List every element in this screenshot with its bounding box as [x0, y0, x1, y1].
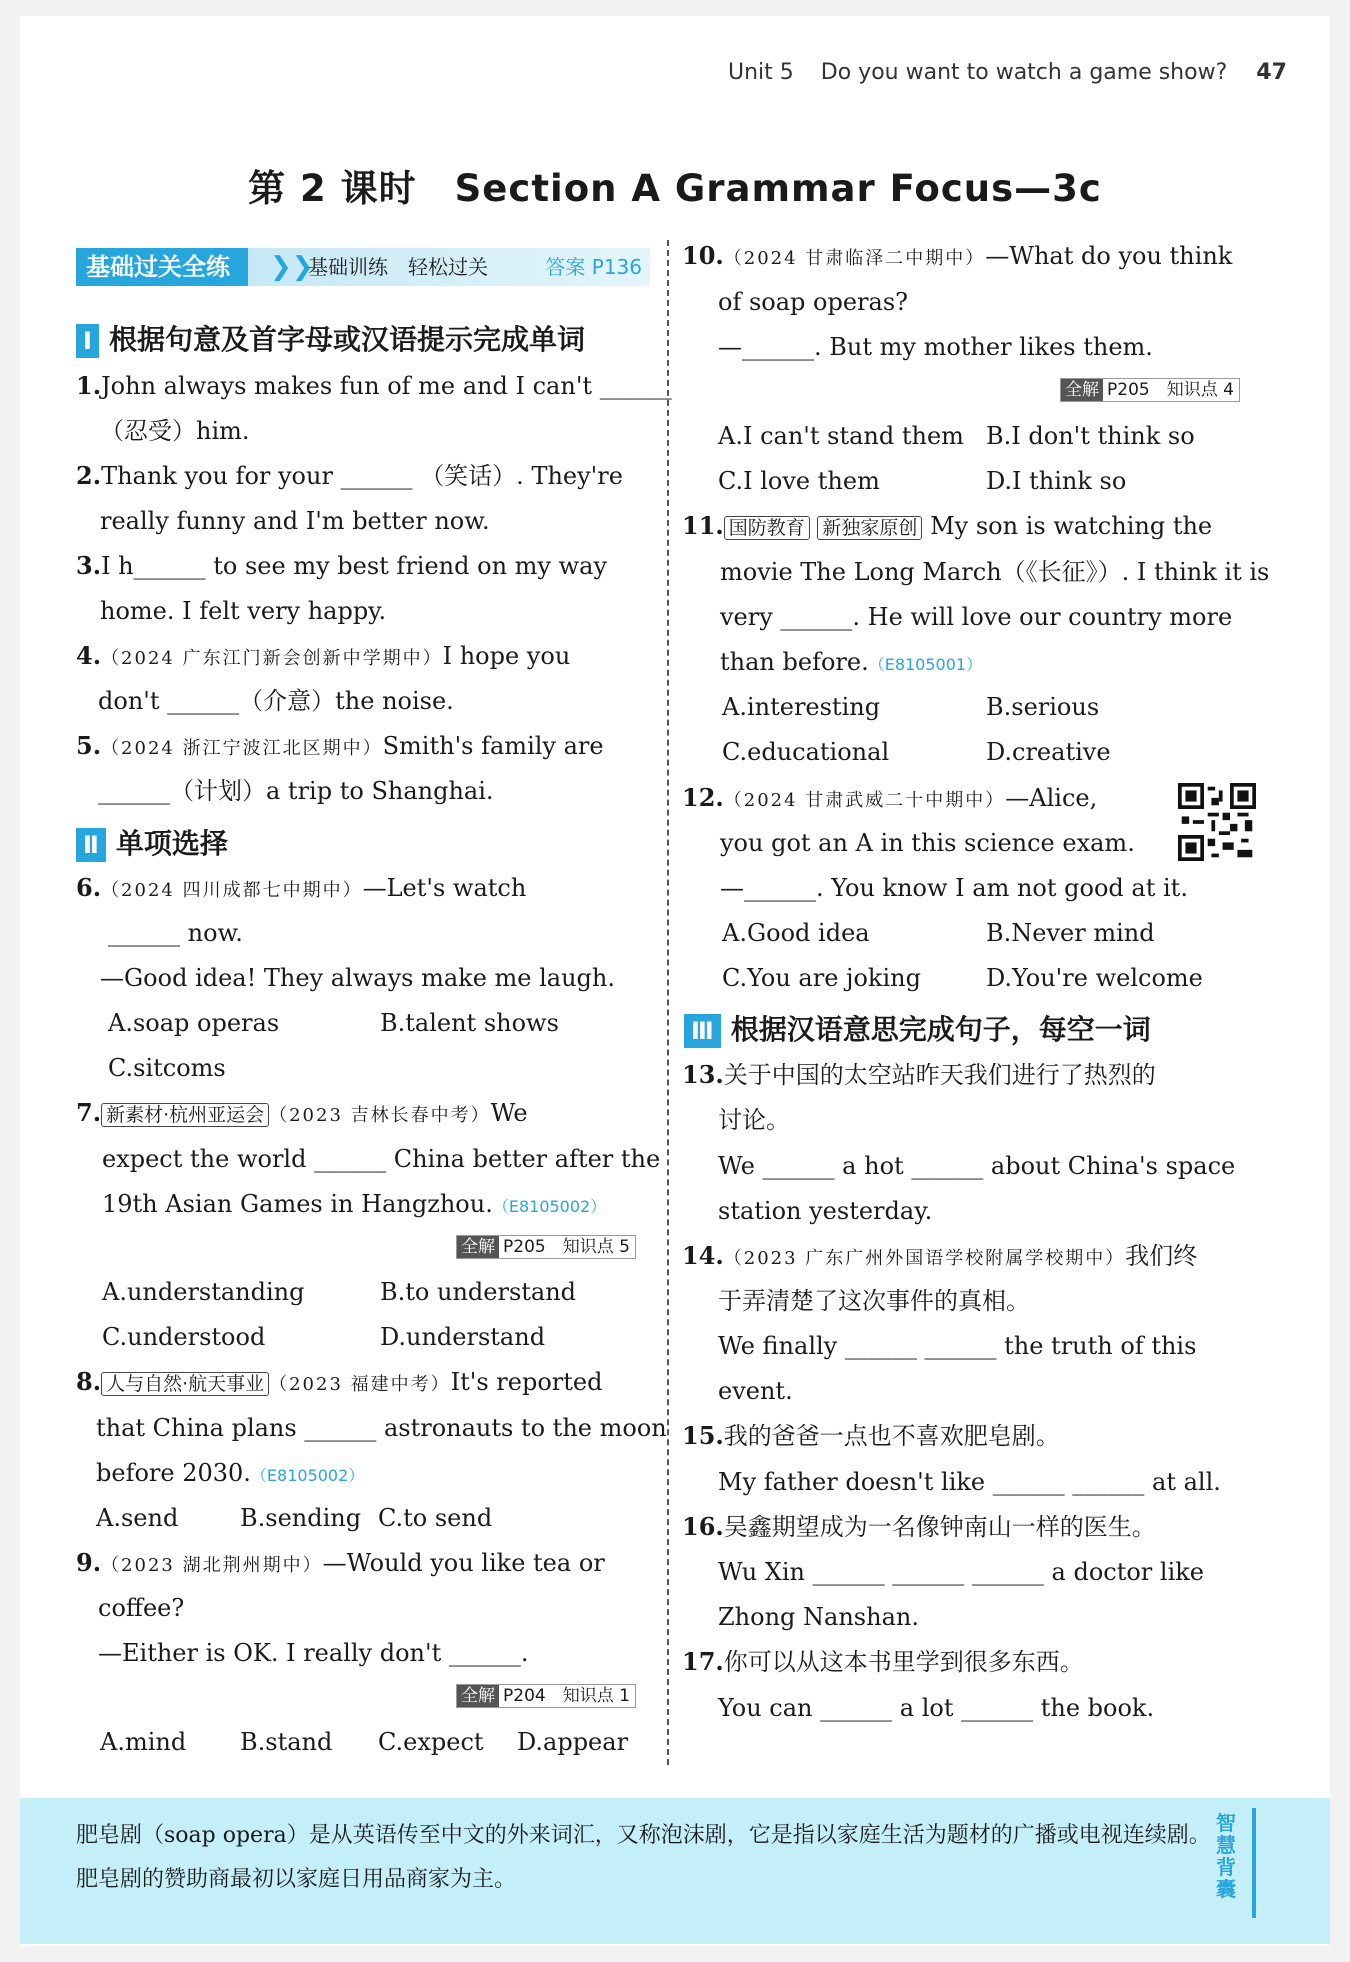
- option[interactable]: C.expect: [378, 1728, 484, 1756]
- question-10-line2: of soap operas?: [718, 288, 909, 316]
- question-10-line3: —______. But my mother likes them.: [718, 333, 1153, 361]
- lesson-title: 第 2 课时 Section A Grammar Focus—3c: [248, 167, 1102, 210]
- question-3-line2: home. I felt very happy.: [100, 597, 387, 625]
- ref-label: 全解: [1061, 379, 1103, 401]
- answer-reference: 答案 P136: [545, 255, 642, 279]
- ref-page: P205 知识点 4: [1107, 380, 1234, 400]
- option[interactable]: A.I can't stand them: [718, 422, 964, 450]
- option[interactable]: A.Good idea: [722, 919, 870, 947]
- section-label: 单项选择: [115, 827, 228, 860]
- question-11-line4: [720, 647, 982, 680]
- question-16-line3: Zhong Nanshan.: [718, 1603, 919, 1631]
- question-number: 11.: [682, 511, 724, 540]
- tips-side-label: 智慧背囊: [1216, 1811, 1236, 1901]
- question-text: 你可以从这本书里学到很多东西。: [723, 1648, 1084, 1676]
- question-text: than before.: [720, 648, 869, 676]
- question-source: （2023 湖北荆州期中）: [101, 1555, 323, 1576]
- question-13: [682, 1060, 1156, 1090]
- column-divider: [667, 240, 669, 1765]
- option[interactable]: A.understanding: [102, 1278, 305, 1306]
- question-11-line3: very ______. He will love our country more: [720, 603, 1233, 631]
- option[interactable]: B.Never mind: [986, 919, 1155, 947]
- qr-code-icon: [1178, 783, 1256, 861]
- question-source: （2023 福建中考）: [269, 1374, 451, 1395]
- question-5: [76, 731, 604, 764]
- question-16: [682, 1512, 1156, 1542]
- double-chevron-icon: ❯❯: [270, 252, 314, 282]
- question-9: [76, 1548, 605, 1581]
- option[interactable]: A.send: [96, 1504, 179, 1532]
- banner-subtitle: 基础训练 轻松过关: [308, 255, 488, 279]
- section-number: Ⅰ: [76, 324, 99, 358]
- question-14: [682, 1241, 1197, 1274]
- question-1-line2: （忍受）him.: [100, 417, 250, 445]
- question-text: 吴鑫期望成为一名像钟南山一样的医生。: [723, 1513, 1156, 1541]
- question-text: It's reported: [450, 1368, 603, 1396]
- question-13-line4: station yesterday.: [718, 1197, 933, 1225]
- question-2-line2: really funny and I'm better now.: [100, 507, 490, 535]
- option[interactable]: B.talent shows: [380, 1009, 559, 1037]
- knowledge-ref[interactable]: [456, 1235, 636, 1259]
- question-16-line2: Wu Xin ______ ______ ______ a doctor like: [718, 1558, 1204, 1586]
- question-7-line2: expect the world ______ China better after the: [102, 1145, 661, 1173]
- unit-subtitle: Do you want to watch a game show?: [820, 60, 1228, 85]
- section-number: Ⅲ: [684, 1014, 721, 1048]
- ref-page: P205 知识点 5: [503, 1237, 630, 1257]
- question-text: —Would you like tea or: [322, 1549, 605, 1577]
- option[interactable]: B.stand: [240, 1728, 333, 1756]
- question-source: （2024 甘肃临泽二中期中）: [723, 248, 986, 269]
- section-3-heading: [684, 1008, 1151, 1048]
- ref-label: 全解: [457, 1685, 499, 1707]
- option[interactable]: C.educational: [722, 738, 890, 766]
- question-source: （2023 广东广州外国语学校附属学校期中）: [723, 1248, 1126, 1269]
- option[interactable]: D.You're welcome: [986, 964, 1203, 992]
- question-14-line4: event.: [718, 1377, 793, 1405]
- section-label: 根据句意及首字母或汉语提示完成单词: [108, 323, 585, 356]
- question-number: 16.: [682, 1512, 724, 1541]
- question-number: 12.: [682, 783, 724, 812]
- resource-code[interactable]: （E8105002）: [492, 1197, 607, 1216]
- question-13-line3: We ______ a hot ______ about China's space: [718, 1152, 1236, 1180]
- option[interactable]: A.interesting: [722, 693, 881, 721]
- question-text: 我们终: [1125, 1242, 1198, 1270]
- question-8-line2: that China plans ______ astronauts to the moon: [96, 1414, 667, 1442]
- section-1-heading: [76, 318, 585, 358]
- question-source: （2024 广东江门新会创新中学期中）: [101, 648, 443, 669]
- question-4-line2: don't ______（介意）the noise.: [98, 687, 454, 715]
- option[interactable]: B.serious: [986, 693, 1100, 721]
- option[interactable]: A.mind: [100, 1728, 187, 1756]
- qr-code-icon[interactable]: [1178, 783, 1256, 861]
- question-6: [76, 873, 526, 906]
- question-10: [682, 241, 1232, 274]
- question-12-line3: —______. You know I am not good at it.: [720, 874, 1188, 902]
- section-number: Ⅱ: [76, 828, 106, 862]
- unit-label: Unit 5: [728, 60, 794, 85]
- tips-footer: [20, 1798, 1330, 1944]
- question-source: （2024 甘肃武威二十中期中）: [723, 790, 1006, 811]
- question-text: I hope you: [442, 642, 571, 670]
- question-11-line2: movie The Long March（《长征》）. I think it is: [720, 558, 1270, 586]
- question-9-line3: —Either is OK. I really don't ______.: [98, 1639, 529, 1667]
- option[interactable]: B.to understand: [380, 1278, 577, 1306]
- option[interactable]: B.sending: [240, 1504, 362, 1532]
- question-number: 2.: [76, 461, 102, 490]
- question-15-line2: My father doesn't like ______ ______ at all.: [718, 1468, 1221, 1496]
- knowledge-ref[interactable]: [1060, 378, 1240, 402]
- question-number: 4.: [76, 641, 102, 670]
- option[interactable]: C.I love them: [718, 467, 880, 495]
- question-7-line3: [102, 1189, 606, 1222]
- resource-code[interactable]: （E8105001）: [868, 655, 983, 674]
- question-number: 9.: [76, 1548, 102, 1577]
- question-14-line3: We finally ______ ______ the truth of this: [718, 1332, 1197, 1360]
- question-number: 3.: [76, 551, 102, 580]
- question-text: before 2030.: [96, 1459, 251, 1487]
- question-number: 17.: [682, 1647, 724, 1676]
- section-label: 根据汉语意思完成句子，每空一词: [730, 1013, 1151, 1046]
- resource-code[interactable]: （E8105002）: [250, 1466, 365, 1485]
- option[interactable]: D.understand: [380, 1323, 546, 1351]
- banner-tag: 基础过关全练: [76, 248, 248, 286]
- question-5-line2: ______（计划）a trip to Shanghai.: [98, 777, 494, 805]
- question-number: 15.: [682, 1421, 724, 1450]
- option[interactable]: C.sitcoms: [108, 1054, 226, 1082]
- question-source: （2023 吉林长春中考）: [269, 1105, 491, 1126]
- question-text: Smith's family are: [382, 732, 604, 760]
- question-3: [76, 551, 607, 581]
- question-14-line2: 于弄清楚了这次事件的真相。: [718, 1287, 1030, 1315]
- question-text: —Let's watch: [362, 874, 527, 902]
- question-number: 13.: [682, 1060, 724, 1089]
- question-1: [76, 371, 672, 401]
- knowledge-ref[interactable]: [456, 1684, 636, 1708]
- question-number: 1.: [76, 371, 102, 400]
- question-number: 10.: [682, 241, 724, 270]
- question-15: [682, 1421, 1060, 1451]
- topic-tag: 国防教育: [724, 516, 810, 540]
- topic-tag: 新素材·杭州亚运会: [101, 1103, 269, 1127]
- question-source: （2024 浙江宁波江北区期中）: [101, 738, 383, 759]
- question-text: John always makes fun of me and I can't ______: [101, 372, 672, 400]
- question-number: 8.: [76, 1367, 102, 1396]
- question-12: [682, 783, 1097, 816]
- option[interactable]: A.soap operas: [108, 1009, 280, 1037]
- option[interactable]: C.to send: [378, 1504, 493, 1532]
- option[interactable]: C.understood: [102, 1323, 266, 1351]
- question-source: （2024 四川成都七中期中）: [101, 880, 363, 901]
- page-number: 47: [1256, 60, 1287, 85]
- ref-label: 全解: [457, 1236, 499, 1258]
- question-text: We: [490, 1099, 528, 1127]
- topic-tag: 人与自然·航天事业: [101, 1372, 269, 1396]
- question-number: 5.: [76, 731, 102, 760]
- question-text: 19th Asian Games in Hangzhou.: [102, 1190, 493, 1218]
- question-8-line3: [96, 1458, 364, 1491]
- section-2-heading: [76, 822, 228, 862]
- question-4: [76, 641, 570, 674]
- question-6-line3: —Good idea! They always make me laugh.: [100, 964, 616, 992]
- question-text: 关于中国的太空站昨天我们进行了热烈的: [723, 1061, 1156, 1089]
- question-text: My son is watching the: [930, 512, 1213, 540]
- question-13-line2: 讨论。: [718, 1106, 790, 1134]
- tips-text: 肥皂剧（soap opera）是从英语传至中文的外来词汇，又称泡沫剧，它是指以家庭生活为题材的广播或电视连续剧。肥皂剧的赞助商最初以家庭日用品商家为主。: [76, 1823, 1211, 1892]
- question-text: 我的爸爸一点也不喜欢肥皂剧。: [723, 1422, 1060, 1450]
- practice-banner: [76, 248, 650, 286]
- option[interactable]: D.I think so: [986, 467, 1127, 495]
- question-6-line2: ______ now.: [108, 919, 243, 947]
- question-text: —Alice,: [1005, 784, 1098, 812]
- question-8: [76, 1367, 602, 1400]
- option[interactable]: B.I don't think so: [986, 422, 1195, 450]
- question-11: [682, 511, 1212, 543]
- question-7: [76, 1098, 528, 1131]
- ref-page: P204 知识点 1: [503, 1686, 630, 1706]
- topic-tag: 新独家原创: [817, 516, 922, 540]
- question-17-line2: You can ______ a lot ______ the book.: [718, 1694, 1155, 1722]
- question-12-line2: you got an A in this science exam.: [720, 829, 1135, 857]
- question-text: —What do you think: [985, 242, 1233, 270]
- running-header: [728, 60, 1287, 85]
- option[interactable]: D.creative: [986, 738, 1111, 766]
- option[interactable]: C.You are joking: [722, 964, 921, 992]
- question-text: I h______ to see my best friend on my way: [101, 552, 608, 580]
- question-number: 6.: [76, 873, 102, 902]
- question-17: [682, 1647, 1084, 1677]
- question-2: [76, 461, 623, 491]
- question-number: 14.: [682, 1241, 724, 1270]
- question-text: Thank you for your ______ （笑话）. They're: [101, 462, 623, 490]
- tips-side-bar: [1252, 1808, 1256, 1918]
- question-9-line2: coffee?: [98, 1594, 185, 1622]
- question-number: 7.: [76, 1098, 102, 1127]
- option[interactable]: D.appear: [517, 1728, 629, 1756]
